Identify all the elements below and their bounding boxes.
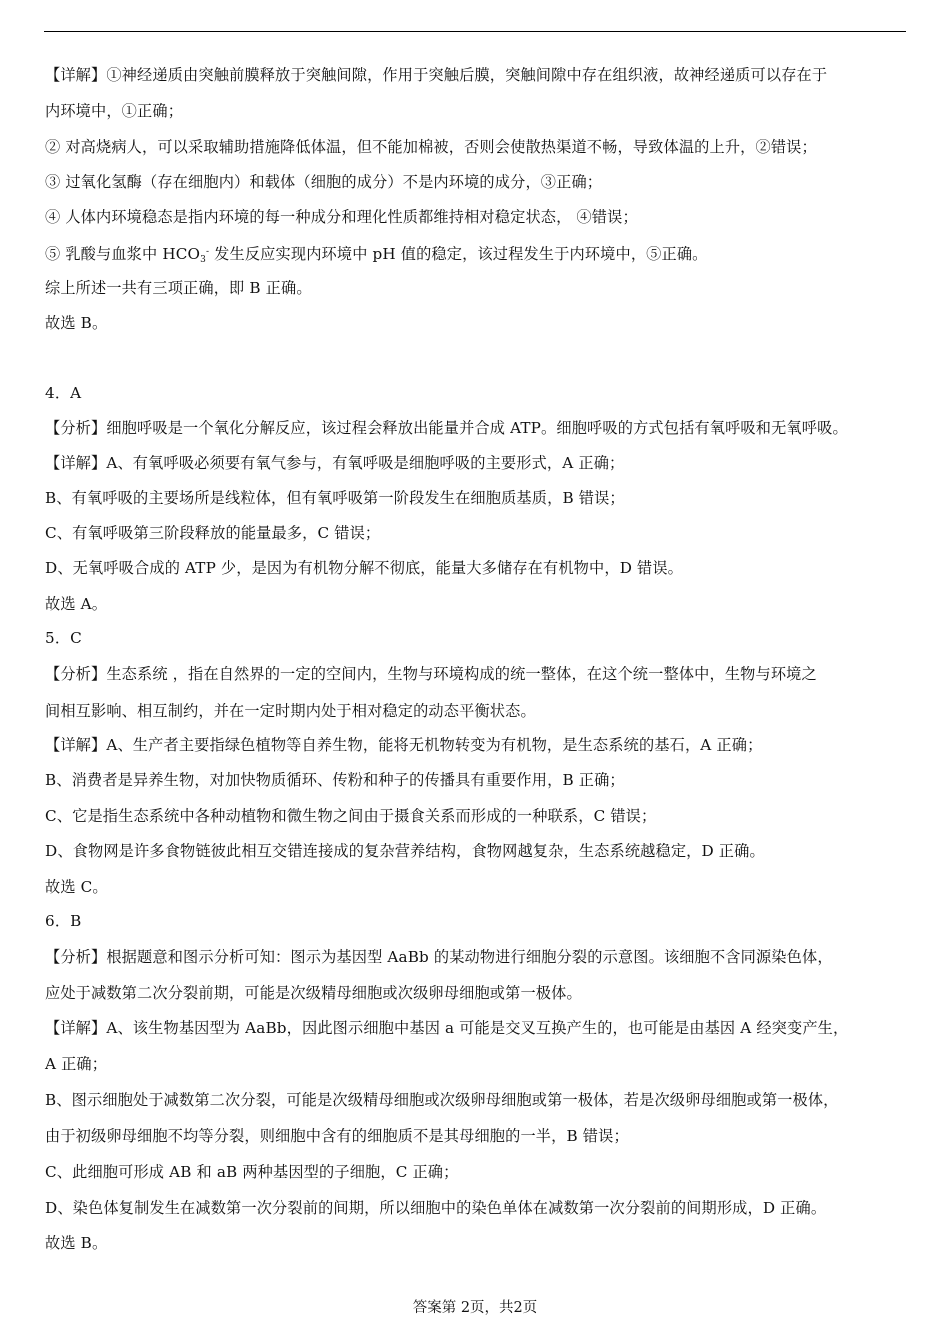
text-line: B、有氧呼吸的主要场所是线粒体，但有氧呼吸第一阶段发生在细胞质基质，B 错误；	[45, 489, 625, 507]
text-line: 【详解】①神经递质由突触前膜释放于突触间隙，作用于突触后膜，突触间隙中存在组织液，故神经递质可以存在于	[45, 66, 828, 84]
text-line: 间相互影响、相互制约，并在一定时期内处于相对稳定的动态平衡状态。	[45, 702, 536, 720]
text-line: 【详解】A、该生物基因型为 AaBb，因此图示细胞中基因 a 可能是交叉互换产生的，也可能是由基因 A 经突变产生，	[45, 1019, 849, 1037]
text-line: 故选 C。	[45, 878, 108, 896]
header-rule	[44, 31, 906, 32]
text-line: D、无氧呼吸合成的 ATP 少，是因为有机物分解不彻底，能量大多储存在有机物中，D 错误。	[45, 559, 684, 577]
text-line: ④ 人体内环境稳态是指内环境的每一种成分和理化性质都维持相对稳定状态， ④错误；	[45, 208, 638, 226]
text-line: C、它是指生态系统中各种动植物和微生物之间由于摄食关系而形成的一种联系，C 错误；	[45, 807, 657, 825]
text-line: 故选 B。	[45, 314, 108, 332]
text-line: C、此细胞可形成 AB 和 aB 两种基因型的子细胞，C 正确；	[45, 1163, 459, 1181]
text-line: B、消费者是异养生物，对加快物质循环、传粉和种子的传播具有重要作用，B 正确；	[45, 771, 625, 789]
text-line: 综上所述一共有三项正确，即 B 正确。	[45, 279, 312, 297]
text-line: D、染色体复制发生在减数第一次分裂前的间期，所以细胞中的染色单体在减数第一次分裂前的间期形成，D 正确。	[45, 1199, 827, 1217]
text-line: D、食物网是许多食物链彼此相互交错连接成的复杂营养结构，食物网越复杂，生态系统越稳定，D 正确。	[45, 842, 765, 860]
question-number: 6．B	[45, 912, 82, 930]
text-fragment: 发生反应实现内环境中 pH 值的稳定，该过程发生于内环境中，⑤正确。	[209, 245, 708, 263]
text-line: 应处于减数第二次分裂前期，可能是次级精母细胞或次级卵母细胞或第一极体。	[45, 984, 582, 1002]
question-number: 5．C	[45, 629, 82, 647]
text-line: A 正确；	[45, 1055, 108, 1073]
text-line: 【分析】生态系统 ，指在自然界的一定的空间内，生物与环境构成的统一整体，在这个统一整体中，生物与环境之	[45, 665, 817, 683]
text-line: 【分析】根据题意和图示分析可知：图示为基因型 AaBb 的某动物进行细胞分裂的示意图。该细胞不含同源染色体，	[45, 948, 833, 966]
text-line: ② 对高烧病人，可以采取辅助措施降低体温，但不能加棉被，否则会使散热渠道不畅，导致体温的上升，②错误；	[45, 138, 817, 156]
text-line: 【详解】A、生产者主要指绿色植物等自养生物，能将无机物转变为有机物，是生态系统的基石，A 正确；	[45, 736, 763, 754]
question-number: 4．A	[45, 384, 82, 402]
text-line: 由于初级卵母细胞不均等分裂，则细胞中含有的细胞质不是其母细胞的一半，B 错误；	[45, 1127, 629, 1145]
text-line: 【分析】细胞呼吸是一个氧化分解反应，该过程会释放出能量并合成 ATP。细胞呼吸的方式包括有氧呼吸和无氧呼吸。	[45, 419, 848, 437]
text-line: 内环境中，①正确；	[45, 102, 184, 120]
text-line: B、图示细胞处于减数第二次分裂，可能是次级精母细胞或次级卵母细胞或第一极体，若是次级卵母细胞或第一极体，	[45, 1091, 839, 1109]
text-fragment: ⑤ 乳酸与血浆中 HCO	[45, 245, 201, 263]
superscript: -	[205, 247, 210, 257]
text-line: C、有氧呼吸第三阶段释放的能量最多，C 错误；	[45, 524, 381, 542]
page-footer: 答案第 2页，共2页	[412, 1300, 538, 1316]
text-line: 【详解】A、有氧呼吸必须要有氧气参与，有氧呼吸是细胞呼吸的主要形式，A 正确；	[45, 454, 625, 472]
text-line: ③ 过氧化氢酶（存在细胞内）和载体（细胞的成分）不是内环境的成分，③正确；	[45, 173, 603, 191]
text-line: 故选 B。	[45, 1234, 108, 1252]
text-line: 故选 A。	[45, 595, 108, 613]
text-line-hco3	[45, 241, 708, 271]
subscript: 3	[200, 255, 206, 265]
